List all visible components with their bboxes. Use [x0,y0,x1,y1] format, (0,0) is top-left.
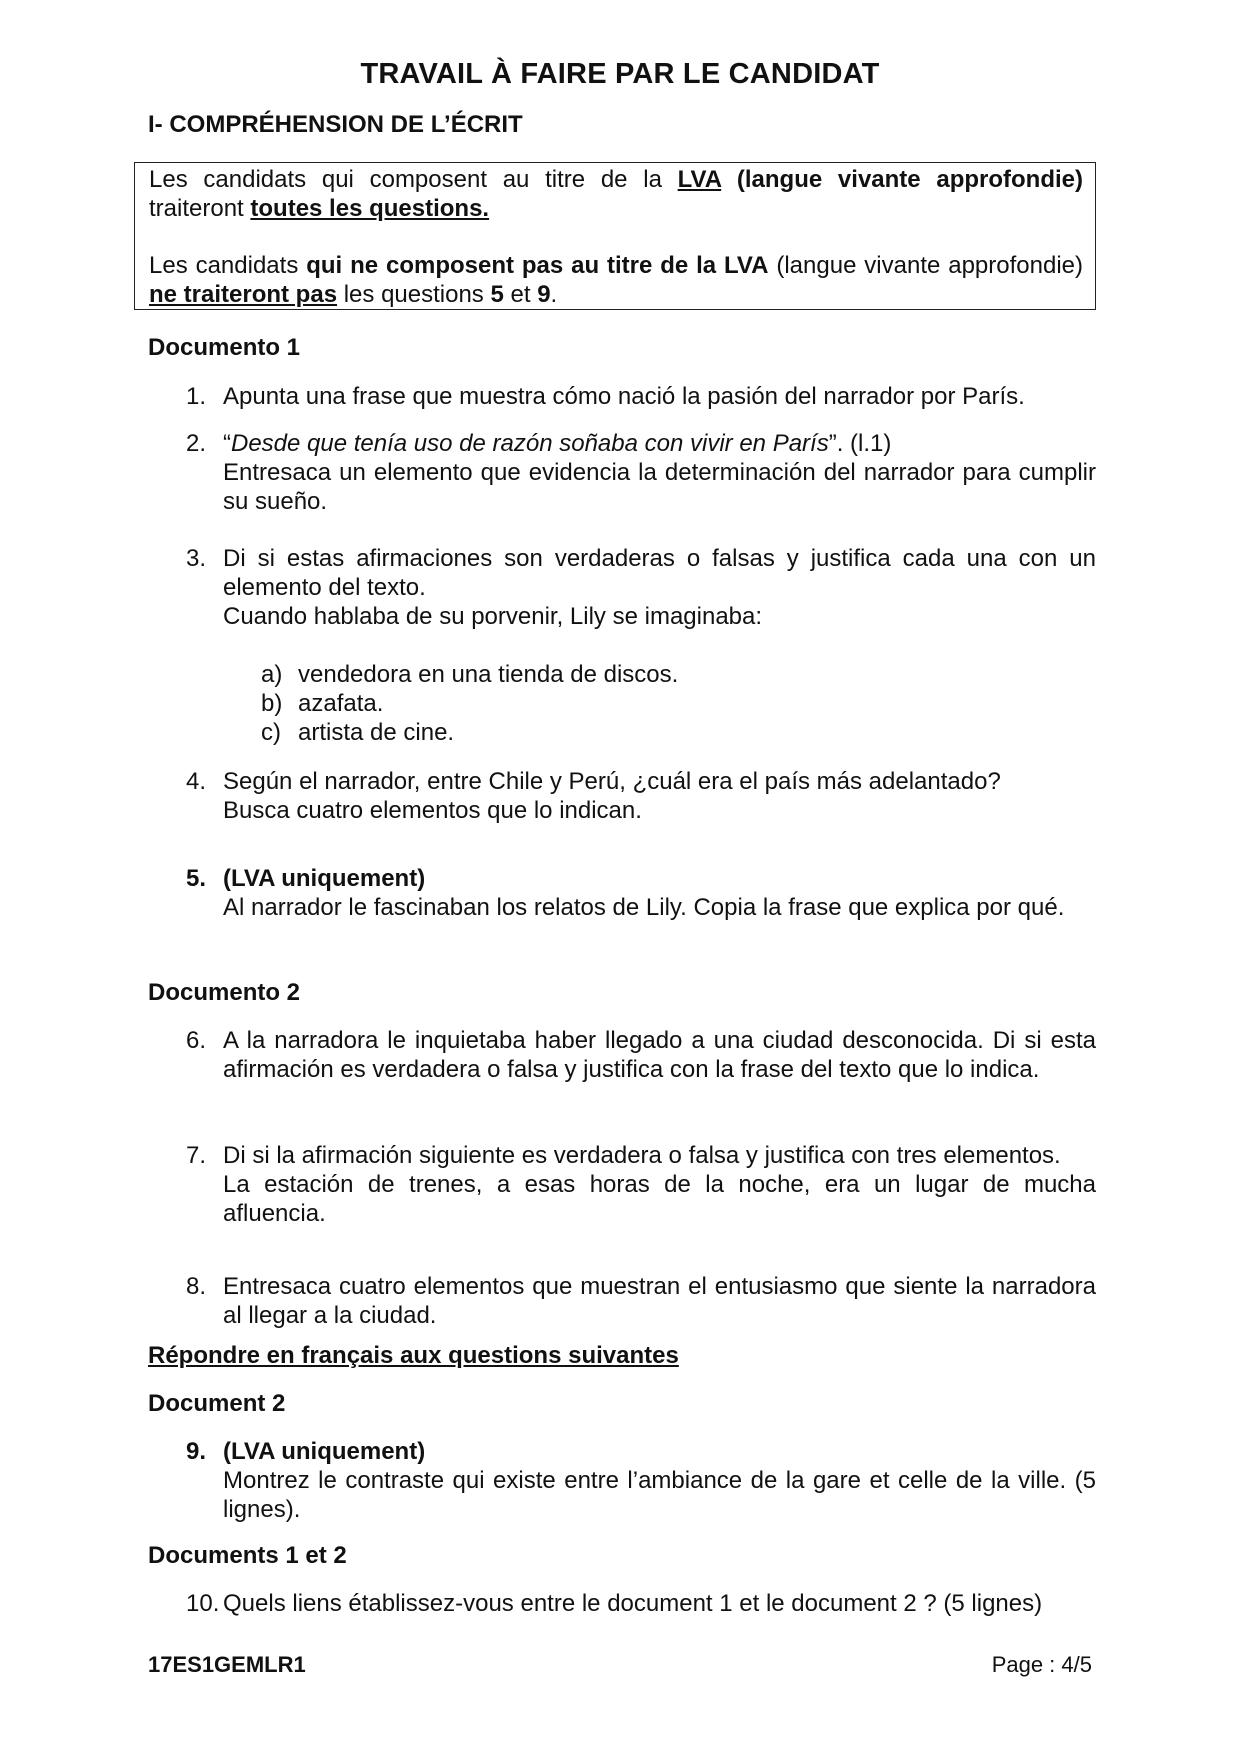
notice-not-lva: qui ne composent pas au titre de la LVA [306,252,769,279]
question-text: Di si estas afirmaciones son verdaderas o falsas y justifica cada una con un elemento del texto. [223,545,1096,601]
option-a [261,660,678,689]
notice-question-9: 9 [537,281,551,308]
french-instructions-heading: Répondre en français aux questions suivantes [148,1342,679,1369]
option-label: c) [261,719,281,746]
question-4 [186,767,1096,825]
question-10 [186,1589,1096,1618]
page-title: TRAVAIL À FAIRE PAR LE CANDIDAT [360,58,880,90]
notice-text: et [503,281,538,308]
notice-all-questions: toutes les questions. [250,195,490,222]
notice-text: Les candidats [149,252,307,279]
notice-text: (langue vivante approfondie) [768,252,1083,279]
notice-lva-full: (langue vivante approfondie) [721,166,1083,193]
question-text-2: La estación de trenes, a esas horas de la noche, era un lugar de mucha afluencia. [223,1171,1096,1227]
option-b [261,689,383,718]
notice-text: traiteront [149,195,251,222]
documents-1-2-heading: Documents 1 et 2 [148,1542,347,1569]
question-number: 8. [186,1273,207,1300]
notice-text: Les candidats qui composent au titre de la [149,166,678,193]
question-5 [186,864,1096,922]
question-6 [186,1026,1096,1084]
question-number: 4. [186,768,207,795]
question-9 [186,1437,1096,1524]
question-text: Quels liens établissez-vous entre le document 1 et le document 2 ? (5 lignes) [223,1590,1043,1617]
question-number: 2. [186,430,207,457]
option-label: a) [261,661,283,688]
question-1 [186,382,1096,411]
notice-text: . [550,281,558,308]
notice-text: les questions [337,281,491,308]
question-8 [186,1272,1096,1330]
question-text: Di si la afirmación siguiente es verdadera o falsa y justifica con tres elementos. [223,1142,1061,1169]
instructions-paragraph-1 [149,165,1083,223]
quote-mark: “ [223,430,231,457]
quote-reference: ”. (l.1) [828,430,892,457]
question-number: 6. [186,1027,207,1054]
question-number: 5. [186,865,207,892]
option-label: b) [261,690,283,717]
lva-only-tag: (LVA uniquement) [223,1438,426,1465]
question-text-2: Busca cuatro elementos que lo indican. [223,797,642,824]
instructions-paragraph-2 [149,251,1083,309]
question-7 [186,1141,1096,1228]
instructions-box [134,162,1096,310]
question-text: Apunta una frase que muestra cómo nació la pasión del narrador por París. [223,383,1025,410]
question-text-2: Cuando hablaba de su porvenir, Lily se imaginaba: [223,603,763,630]
document-2-french-heading: Document 2 [148,1390,286,1417]
question-number: 3. [186,545,207,572]
notice-will-not-treat: ne traiteront pas [149,281,338,308]
question-number: 9. [186,1438,207,1465]
lva-only-tag: (LVA uniquement) [223,865,426,892]
question-text: Montrez le contraste qui existe entre l’ambiance de la gare et celle de la ville. (5 lignes). [223,1467,1096,1523]
option-text: artista de cine. [298,719,455,746]
document-1-heading: Documento 1 [148,334,301,361]
exam-code: 17ES1GEMLR1 [148,1652,306,1677]
question-text: Entresaca cuatro elementos que muestran el entusiasmo que siente la narradora al llegar a la ciudad. [223,1273,1096,1329]
option-text: vendedora en una tienda de discos. [298,661,679,688]
option-c [261,718,454,747]
notice-question-5: 5 [490,281,504,308]
document-2-heading: Documento 2 [148,979,301,1006]
question-quote [223,429,1096,458]
question-number: 7. [186,1142,207,1169]
question-text: Al narrador le fascinaban los relatos de Lily. Copia la frase que explica por qué. [223,894,1065,921]
question-3 [186,544,1096,631]
question-number: 1. [186,383,207,410]
option-text: azafata. [298,690,384,717]
question-text: A la narradora le inquietaba haber llegado a una ciudad desconocida. Di si esta afirmación es verdadera o falsa y justifica con la frase del texto que lo indica. [223,1027,1096,1083]
question-text: Según el narrador, entre Chile y Perú, ¿cuál era el país más adelantado? [223,768,1001,795]
question-2 [186,429,1096,516]
quote-text: Desde que tenía uso de razón soñaba con vivir en París [231,430,829,457]
notice-lva: LVA [677,166,722,193]
question-number: 10. [186,1590,220,1617]
question-text: Entresaca un elemento que evidencia la determinación del narrador para cumplir su sueño. [223,459,1096,515]
section-title: I- COMPRÉHENSION DE L’ÉCRIT [148,111,523,138]
page-number: Page : 4/5 [991,1652,1092,1677]
